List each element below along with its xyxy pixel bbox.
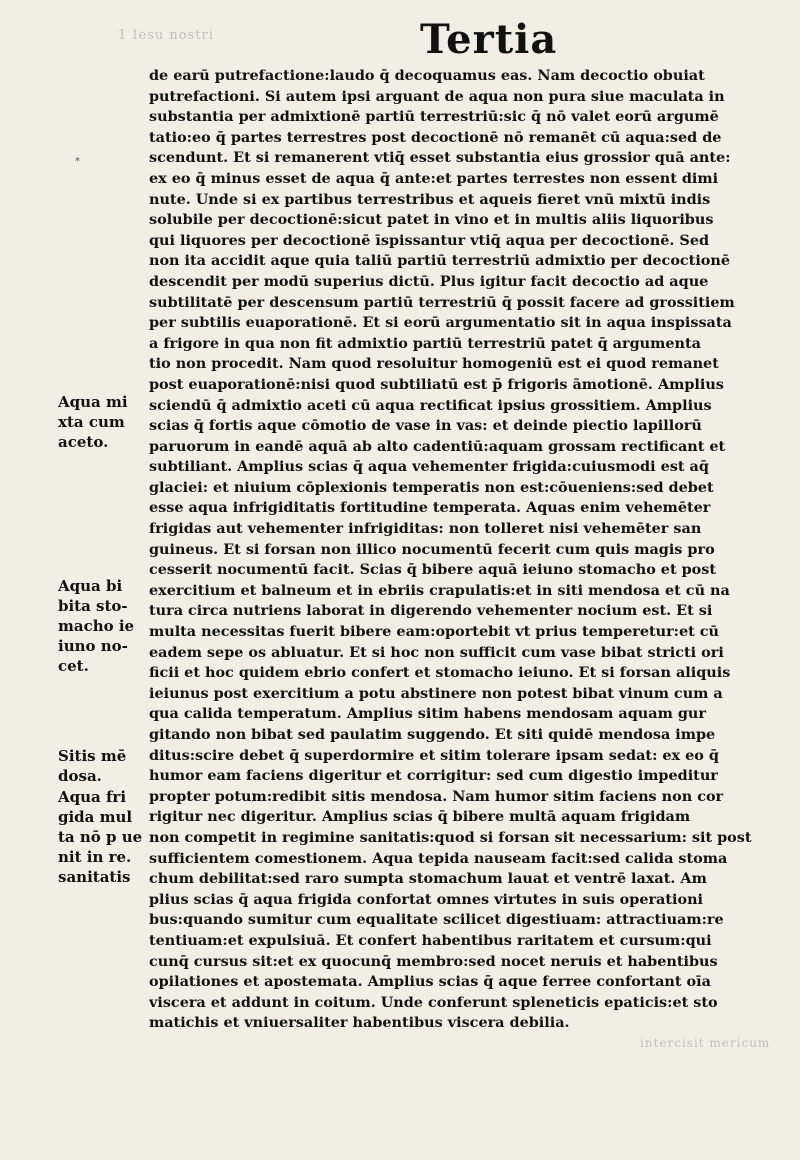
- margin-note-line: dosa.: [58, 767, 102, 785]
- text-line: sufficientem comestionem. Aqua tepida nauseam facit:sed calida stoma: [149, 849, 728, 867]
- text-line: qua calida temperatum. Amplius sitim habens mendosam aquam gur: [149, 705, 706, 723]
- text-line: bus:quando sumitur cum equalitate scilicet digestiuam: attractiuam:re: [149, 911, 724, 929]
- text-line: tentiuam:et expulsiuā. Et confert habentibus raritatem et cursum:qui: [149, 931, 712, 949]
- text-line: qui liquores per decoctionē īspissantur vtiq̄ aqua per decoctionē. Sed: [149, 231, 710, 249]
- text-line: rigitur nec digeritur. Amplius scias q̄ bibere multā aquam frigidam: [149, 808, 691, 826]
- running-header: Tertia: [420, 16, 558, 63]
- text-line: cesserit nocumentū facit. Scias q̄ bibere aquā ieiuno stomacho et post: [149, 561, 717, 579]
- text-line: plius scias q̄ aqua frigida confortat omnes virtutes in suis operationi: [149, 890, 704, 908]
- text-line: exercitium et balneum et in ebriis crapulatis:et in siti mendosa et cū na: [149, 581, 730, 599]
- margin-note-line: cet.: [58, 657, 89, 675]
- margin-mark: *: [75, 156, 80, 167]
- text-line: solubile per decoctionē:sicut patet in vino et in multis aliis liquoribus: [149, 211, 714, 229]
- text-line: opilationes et apostemata. Amplius scias q̄ aque ferree confortant oīa: [149, 973, 711, 991]
- text-line: per subtilis euaporationē. Et si eorū argumentatio sit in aqua inspissata: [149, 314, 732, 332]
- margin-note-line: gida mul: [58, 808, 133, 826]
- margin-note-aqua-mixta: [58, 392, 128, 452]
- bleed-through-text-top: 1 Iesu nostri: [118, 28, 214, 43]
- text-line: ieiunus post exercitium a potu abstinere non potest bibat vinum cum a: [149, 684, 723, 702]
- text-line: gitando non bibat sed paulatim suggendo. Et siti quidē mendosa impe: [149, 726, 716, 743]
- margin-note-line: nit in re.: [58, 848, 132, 866]
- text-line: propter potum:redibit sitis mendosa. Nam humor sitim faciens non cor: [149, 787, 724, 805]
- text-line: paruorum in eandē aquā ab alto cadentiū:aquam grossam rectificant et: [149, 437, 726, 455]
- text-line: guineus. Et si forsan non illico nocumentū fecerit cum quis magis pro: [149, 540, 715, 558]
- margin-note-line: ta nō p ue: [58, 828, 143, 846]
- text-line: tio non procedit. Nam quod resoluitur homogeniū est ei quod remanet: [149, 355, 719, 373]
- text-line: post euaporationē:nisi quod subtiliatū est p̄ frigoris āmotionē. Amplius: [149, 375, 724, 393]
- margin-note-line: macho ie: [58, 617, 135, 635]
- text-line: tura circa nutriens laborat in digerendo vehementer nocium est. Et si: [149, 602, 713, 620]
- main-text-block: [149, 66, 783, 1034]
- text-line: matichis et vniuersaliter habentibus viscera debilia.: [149, 1014, 570, 1032]
- text-line: non ita accidit aque quia taliū partiū terrestriū admixtio per decoctionē: [149, 252, 731, 270]
- text-line: scias q̄ fortis aque cōmotio de vase in vas: et deinde piectio lapillorū: [149, 417, 702, 435]
- text-line: nute. Unde si ex partibus terrestribus et aqueis fieret vnū mixtū indis: [149, 190, 711, 208]
- text-line: viscera et addunt in coitum. Unde conferunt spleneticis epaticis:et sto: [149, 993, 718, 1011]
- text-line: esse aqua infrigiditatis fortitudine temperata. Aquas enim vehemēter: [149, 499, 711, 517]
- margin-note-line: Aqua fri: [58, 788, 127, 806]
- text-line: scendunt. Et si remanerent vtiq̄ esset substantia eius grossior quā ante:: [149, 149, 731, 167]
- margin-note-line: Aqua bi: [58, 577, 123, 595]
- margin-note-line: Aqua mi: [58, 393, 128, 411]
- text-line: ditus:scire debet q̄ superdormire et sitim tolerare ipsam sedat: ex eo q̄: [149, 746, 719, 764]
- margin-note-aqua-bibita: [58, 576, 134, 676]
- text-line: de earū putrefactione:laudo q̄ decoquamus eas. Nam decoctio obuiat: [149, 67, 705, 84]
- text-line: multa necessitas fuerit bibere eam:oportebit vt prius temperetur:et cū: [149, 623, 720, 641]
- margin-note-line: bita sto-: [58, 597, 128, 615]
- margin-note-line: xta cum: [58, 413, 125, 431]
- text-line: a frigore in qua non fit admixtio partiū terrestriū patet q̄ argumenta: [149, 334, 701, 352]
- margin-note-line: sanitatis: [58, 868, 131, 886]
- text-line: putrefactioni. Si autem ipsi arguant de aqua non pura siue maculata in: [149, 87, 725, 105]
- text-line: sciendū q̄ admixtio aceti cū aqua rectificat ipsius grossitiem. Amplius: [149, 396, 712, 414]
- text-line: chum debilitat:sed raro sumpta stomachum lauat et ventrē laxat. Am: [149, 870, 707, 888]
- text-line: substantia per admixtionē partiū terrestriū:sic q̄ nō valet eorū argumē: [149, 108, 719, 126]
- text-line: tatio:eo q̄ partes terrestres post decoctionē nō remanēt cū aqua:sed de: [149, 128, 722, 146]
- text-line: cunq̄ cursus sit:et ex quocunq̄ membro:sed nocet neruis et habentibus: [149, 952, 718, 970]
- text-line: ficii et hoc quidem ebrio confert et stomacho ieiuno. Et si forsan aliquis: [149, 664, 731, 682]
- margin-note-aqua-frigida: [58, 787, 142, 887]
- bleed-through-text-bottom: intercisit mericum: [640, 1036, 771, 1050]
- text-line: non competit in regimine sanitatis:quod si forsan sit necessarium: sit post: [149, 828, 752, 846]
- margin-note-line: aceto.: [58, 433, 109, 451]
- text-line: eadem sepe os abluatur. Et si hoc non sufficit cum vase bibat stricti ori: [149, 643, 724, 661]
- text-line: ex eo q̄ minus esset de aqua q̄ ante:et partes terrestes non essent dimi: [149, 169, 719, 187]
- text-line: subtilitatē per descensum partiū terrestriū q̄ possit facere ad grossitiem: [149, 293, 735, 311]
- text-line: descendit per modū superius dictū. Plus igitur facit decoctio ad aque: [149, 272, 709, 290]
- margin-note-line: iuno no-: [58, 637, 128, 655]
- text-line: glaciei: et niuium cōplexionis temperatis non est:cōueniens:sed debet: [149, 478, 714, 496]
- text-line: frigidas aut vehementer infrigiditas: non tolleret nisi vehemēter san: [149, 520, 702, 538]
- text-line: humor eam faciens digeritur et corrigitur: sed cum digestio impeditur: [149, 767, 718, 785]
- text-line: subtiliant. Amplius scias q̄ aqua vehementer frigida:cuiusmodi est aq̄: [149, 458, 709, 476]
- margin-note-line: Sitis mē: [58, 747, 127, 765]
- margin-note-sitis-mendosa: [58, 746, 126, 786]
